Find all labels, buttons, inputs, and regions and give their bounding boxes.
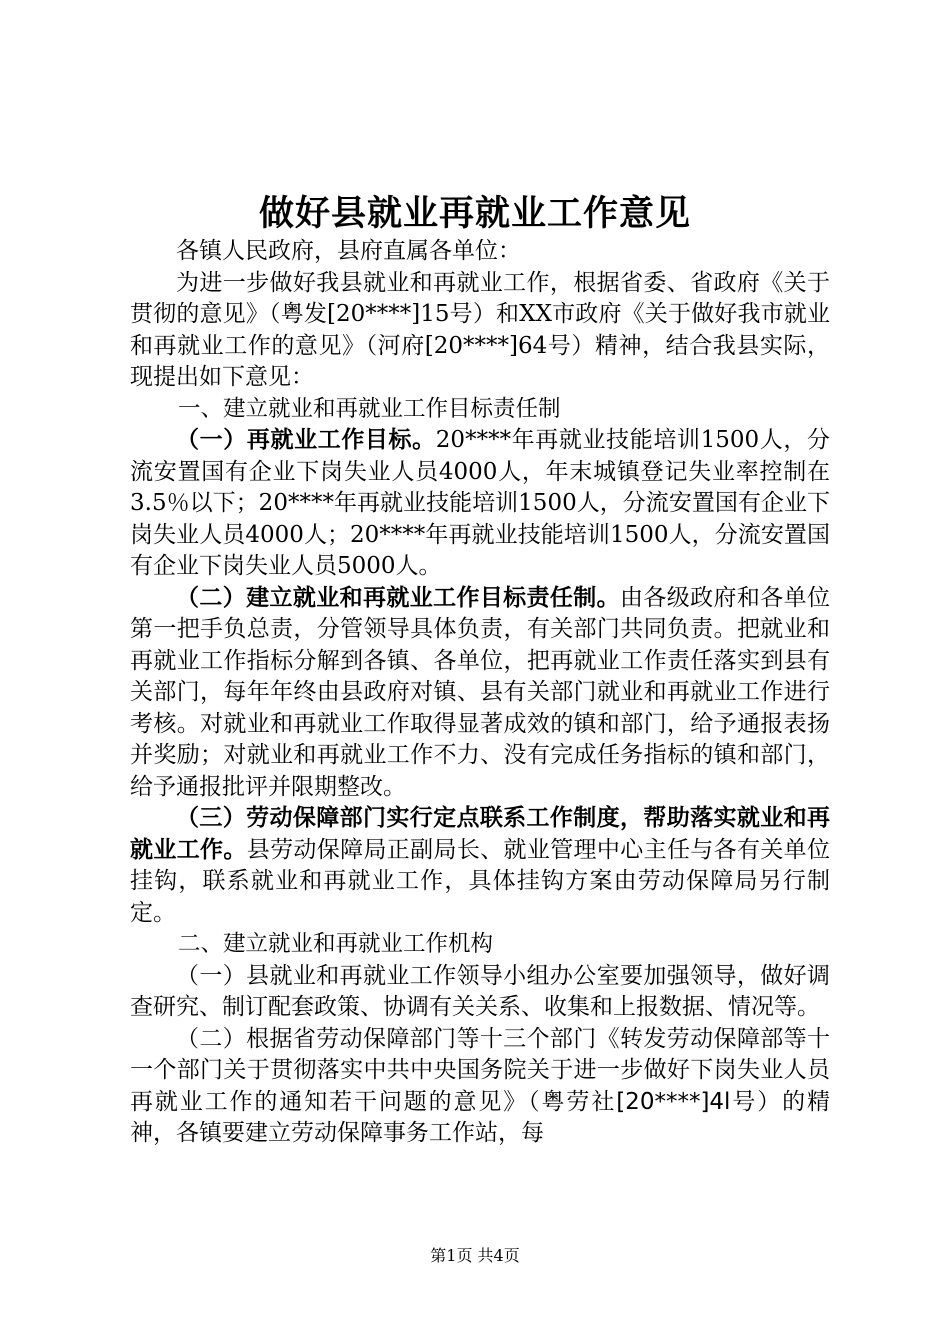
section-1-heading: 一、建立就业和再就业工作目标责任制	[178, 395, 561, 422]
section-1-item-1-lead: （一）再就业工作目标。	[176, 427, 436, 453]
section-1-item-2-lead: （二）建立就业和再就业工作目标责任制。	[176, 584, 621, 611]
section-2-heading: 二、建立就业和再就业工作机构	[178, 931, 494, 957]
section-1-item-1	[130, 425, 830, 583]
section-1-item-3-text: 县劳动保障局正副局长、就业管理中心主任与各有关单位挂钩，联系就业和再就业工作，具体挂钩方案由劳动保障局另行制定。	[130, 836, 831, 926]
section-2-item-2: （二）根据省劳动保障部门等十三个部门《转发劳动保障部等十一个部门关于贯彻落实中共中央国务院关于进一步做好下岗失业人员再就业工作的通知若干问题的意见》（粤劳社[20****]4l号）的精神，各镇要建立劳动保障事务工作站，每	[130, 1025, 830, 1146]
section-2-item-1: （一）县就业和再就业工作领导小组办公室要加强领导，做好调查研究、制订配套政策、协调有关关系、收集和上报数据、情况等。	[130, 962, 830, 1020]
intro-paragraph: 为进一步做好我县就业和再就业工作，根据省委、省政府《关于贯彻的意见》（粤发[20****]15号）和XX市政府《关于做好我市就业和再就业工作的意见》（河府[20****]64号）精神，结合我县实际，现提出如下意见：	[130, 269, 830, 390]
section-1-item-2-text: 由各级政府和各单位第一把手负总责，分管领导具体负责，有关部门共同负责。把就业和再就业工作指标分解到各镇、各单位，把再就业工作责任落实到县有关部门，每年年终由县政府对镇、县有关部门就业和再就业工作进行考核。对就业和再就业工作取得显著成效的镇和部门，给予通报表扬并奖励；对就业和再就业工作不力、没有完成任务指标的镇和部门，给予通报批评并限期整改。	[130, 584, 831, 800]
section-1-item-1-text: 20****年再就业技能培训1500人，分流安置国有企业下岗失业人员4000人，年末城镇登记失业率控制在3.5％以下；20****年再就业技能培训1500人，分流安置国有企业下岗失业人员4000人；20****年再就业技能培训1500人，分流安置国有企业下岗失业人员5000人。	[130, 427, 830, 579]
page-footer: 第1页 共4页	[430, 1246, 520, 1265]
section-1-item-3-lead: （三）劳动保障部门实行定点联系工作制度，帮助落实就业和再就业工作。	[130, 805, 830, 863]
document-title: 做好县就业再就业工作意见	[258, 194, 691, 234]
document-body	[130, 236, 830, 1150]
salutation: 各镇人民政府，县府直属各单位：	[176, 238, 521, 264]
section-1-item-3	[130, 803, 830, 929]
section-1-item-2	[130, 583, 830, 804]
